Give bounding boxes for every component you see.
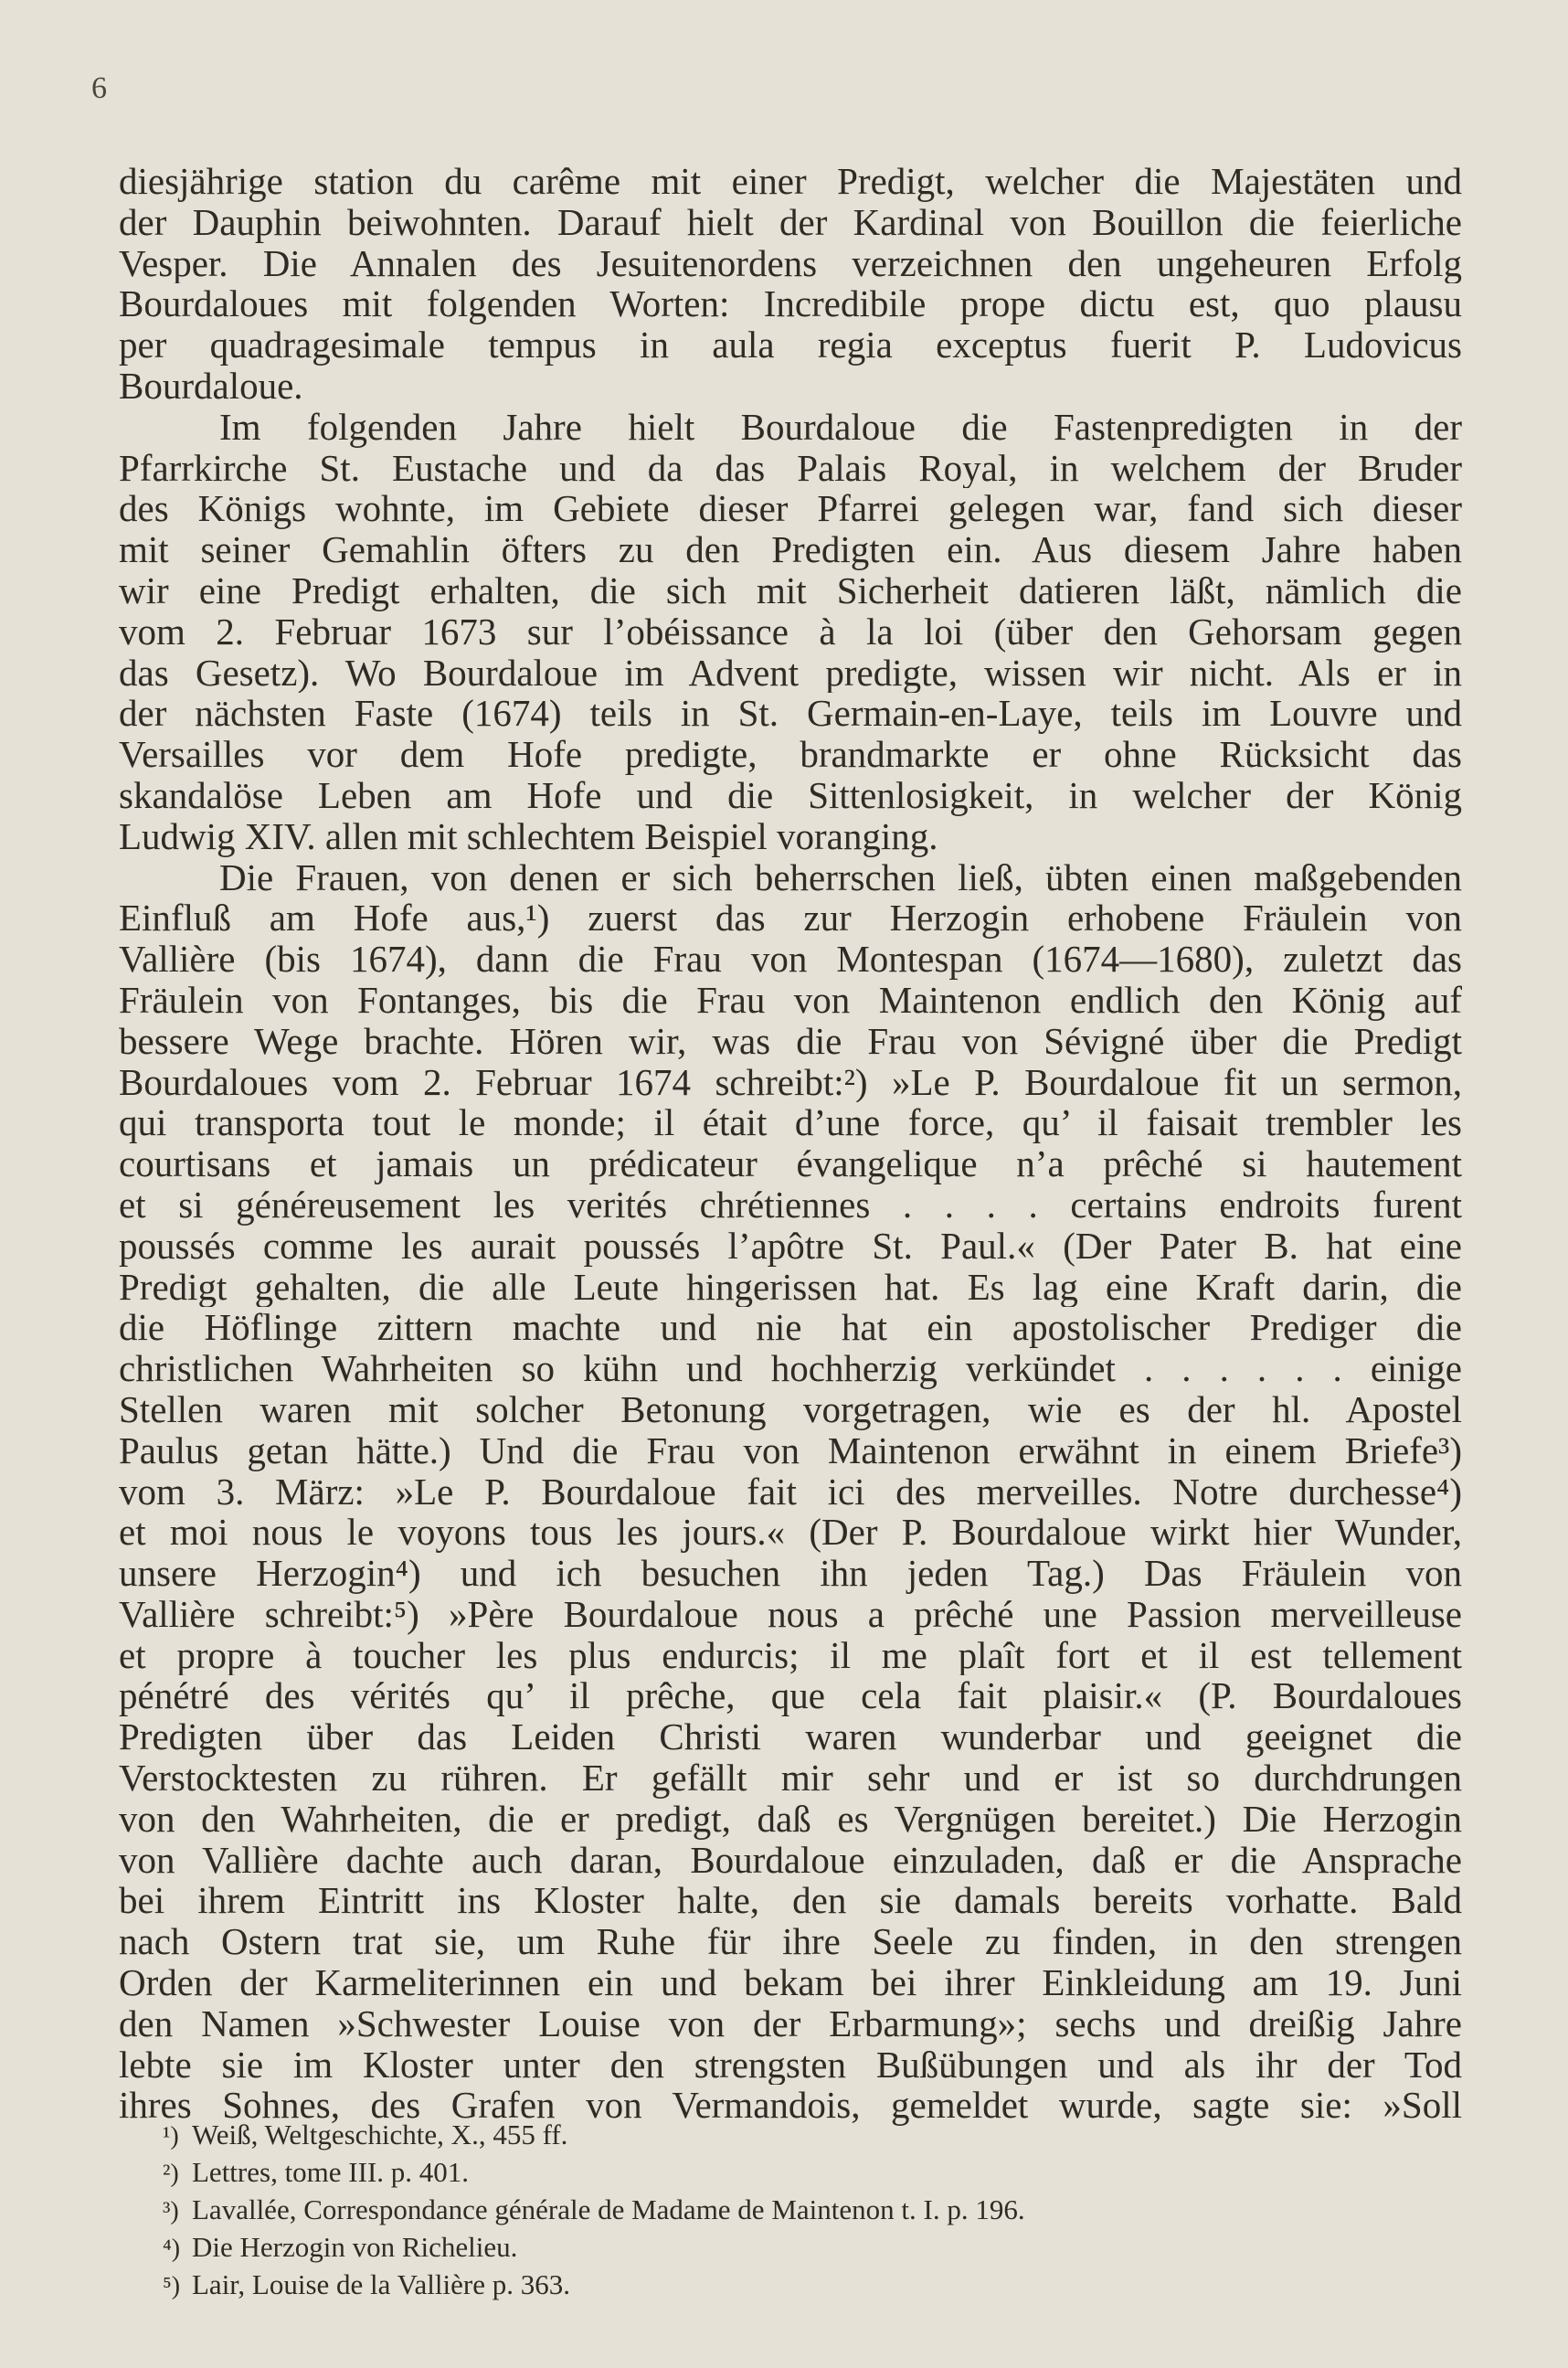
text-line: Die Frauen, von denen er sich beherrschen ließ, übten einen maßgebenden [219, 856, 1462, 898]
footnote-text: Weiß, Weltgeschichte, X., 455 ff. [192, 2118, 568, 2150]
footnote [163, 2154, 1351, 2192]
text-line: des Königs wohnte, im Gebiete dieser Pfarrei gelegen war, fand sich dieser [119, 488, 1462, 530]
footnote-text: Lettres, tome III. p. 401. [192, 2156, 470, 2188]
body-text [119, 161, 1462, 2126]
footnotes [163, 2117, 1351, 2304]
text-line: et moi nous le voyons tous les jours.« (Der P. Bourdaloue wirkt hier Wunder, [119, 1512, 1462, 1554]
text-line: pénétré des vérités qu’ il prêche, que cela fait plaisir.« (P. Bourdaloues [119, 1675, 1462, 1717]
text-line: lebte sie im Kloster unter den strengsten Bußübungen und als ihr der Tod [119, 2044, 1462, 2086]
footnote-marker: ⁴) [163, 2235, 181, 2263]
text-line: Paulus getan hätte.) Und die Frau von Maintenon erwähnt in einem Briefe³) [119, 1429, 1462, 1471]
text-line: Stellen waren mit solcher Betonung vorgetragen, wie es der hl. Apostel [119, 1388, 1462, 1430]
text-line: vom 3. März: »Le P. Bourdaloue fait ici des merveilles. Notre durchesse⁴) [119, 1471, 1462, 1513]
text-line: Im folgenden Jahre hielt Bourdaloue die Fastenpredigten in der [219, 406, 1462, 448]
text-line: wir eine Predigt erhalten, die sich mit Sicherheit datieren läßt, nämlich die [119, 569, 1462, 611]
text-line: Einfluß am Hofe aus,¹) zuerst das zur Herzogin erhobene Fräulein von [119, 897, 1462, 940]
text-line: vom 2. Februar 1673 sur l’obéissance à la loi (über den Gehorsam gegen [119, 611, 1462, 653]
text-line: mit seiner Gemahlin öfters zu den Predigten ein. Aus diesem Jahre haben [119, 529, 1462, 570]
footnote-marker: ⁵) [163, 2272, 181, 2300]
text-line: unsere Herzogin⁴) und ich besuchen ihn jeden Tag.) Das Fräulein von [119, 1553, 1462, 1594]
text-line: Vallière schreibt:⁵) »Père Bourdaloue nous a prêché une Passion merveilleuse [119, 1593, 1462, 1635]
text-line: Predigten über das Leiden Christi waren wunderbar und geeignet die [119, 1716, 1462, 1758]
text-line: et si généreusement les verités chrétiennes . . . . certains endroits furent [119, 1184, 1462, 1226]
text-line: per quadragesimale tempus in aula regia exceptus fuerit P. Ludovicus [119, 324, 1462, 366]
footnote [163, 2267, 1351, 2304]
text-line: bei ihrem Eintritt ins Kloster halte, den sie damals bereits vorhatte. Bald [119, 1880, 1462, 1922]
text-line: bessere Wege brachte. Hören wir, was die Frau von Sévigné über die Predigt [119, 1020, 1462, 1062]
paragraph [119, 407, 1462, 857]
text-line: der Dauphin beiwohnten. Darauf hielt der Kardinal von Bouillon die feierliche [119, 201, 1462, 243]
text-line: Versailles vor dem Hofe predigte, brandmarkte er ohne Rücksicht das [119, 734, 1462, 775]
text-line: ihres Sohnes, des Grafen von Vermandois, gemeldet wurde, sagte sie: »Soll [119, 2085, 1462, 2127]
text-line: diesjährige station du carême mit einer Predigt, welcher die Majestäten und [119, 161, 1462, 202]
footnote-marker: ²) [163, 2160, 179, 2188]
footnote [163, 2117, 1351, 2154]
text-line: die Höflinge zittern machte und nie hat ein apostolischer Prediger die [119, 1307, 1462, 1349]
text-line: Orden der Karmeliterinnen ein und bekam bei ihrer Einkleidung am 19. Juni [119, 1962, 1462, 2003]
text-line: qui transporta tout le monde; il était d’une force, qu’ il faisait trembler les [119, 1102, 1462, 1144]
paragraph [119, 857, 1462, 2127]
text-line: poussés comme les aurait poussés l’apôtre St. Paul.« (Der Pater B. hat eine [119, 1225, 1462, 1267]
footnote-text: Lavallée, Correspondance générale de Madame de Maintenon t. I. p. 196. [192, 2193, 1025, 2225]
page-number: 6 [91, 71, 107, 105]
text-line: Vesper. Die Annalen des Jesuitenordens verzeichnen den ungeheuren Erfolg [119, 242, 1462, 284]
text-line: den Namen »Schwester Louise von der Erbarmung»; sechs und dreißig Jahre [119, 2002, 1462, 2044]
text-line: et propre à toucher les plus endurcis; il me plaît fort et il est tellement [119, 1634, 1462, 1676]
footnote-text: Die Herzogin von Richelieu. [192, 2231, 518, 2263]
text-line: Fräulein von Fontanges, bis die Frau von Maintenon endlich den König auf [119, 979, 1462, 1021]
text-line: Bourdaloue. [119, 365, 303, 407]
text-line: nach Ostern trat sie, um Ruhe für ihre Seele zu finden, in den strengen [119, 1921, 1462, 1963]
text-line: Ludwig XIV. allen mit schlechtem Beispiel voranging. [119, 815, 938, 857]
text-line: Pfarrkirche St. Eustache und da das Palais Royal, in welchem der Bruder [119, 447, 1462, 489]
text-line: der nächsten Faste (1674) teils in St. Germain-en-Laye, teils im Louvre und [119, 693, 1462, 735]
footnote [163, 2229, 1351, 2267]
text-line: das Gesetz). Wo Bourdaloue im Advent predigte, wissen wir nicht. Als er in [119, 652, 1462, 694]
text-line: christlichen Wahrheiten so kühn und hochherzig verkündet . . . . . . einige [119, 1348, 1462, 1389]
footnote [163, 2192, 1351, 2229]
text-line: von den Wahrheiten, die er predigt, daß es Vergnügen bereitet.) Die Herzogin [119, 1798, 1462, 1840]
text-line: Bourdaloues vom 2. Februar 1674 schreibt:²) »Le P. Bourdaloue fit un sermon, [119, 1061, 1462, 1103]
footnote-text: Lair, Louise de la Vallière p. 363. [192, 2268, 570, 2300]
text-line: skandalöse Leben am Hofe und die Sittenlosigkeit, in welcher der König [119, 774, 1462, 816]
paragraph [119, 161, 1462, 407]
footnote-marker: ¹) [163, 2122, 179, 2150]
text-line: courtisans et jamais un prédicateur évangelique n’a prêché si hautement [119, 1143, 1462, 1184]
text-line: Bourdaloues mit folgenden Worten: Incredibile prope dictu est, quo plausu [119, 283, 1462, 325]
text-line: Vallière (bis 1674), dann die Frau von Montespan (1674—1680), zuletzt das [119, 939, 1462, 980]
text-line: Predigt gehalten, die alle Leute hingerissen hat. Es lag eine Kraft darin, die [119, 1266, 1462, 1308]
footnote-marker: ³) [163, 2197, 179, 2225]
text-line: Verstocktesten zu rühren. Er gefällt mir sehr und er ist so durchdrungen [119, 1757, 1462, 1799]
text-line: von Vallière dachte auch daran, Bourdaloue einzuladen, daß er die Ansprache [119, 1839, 1462, 1881]
